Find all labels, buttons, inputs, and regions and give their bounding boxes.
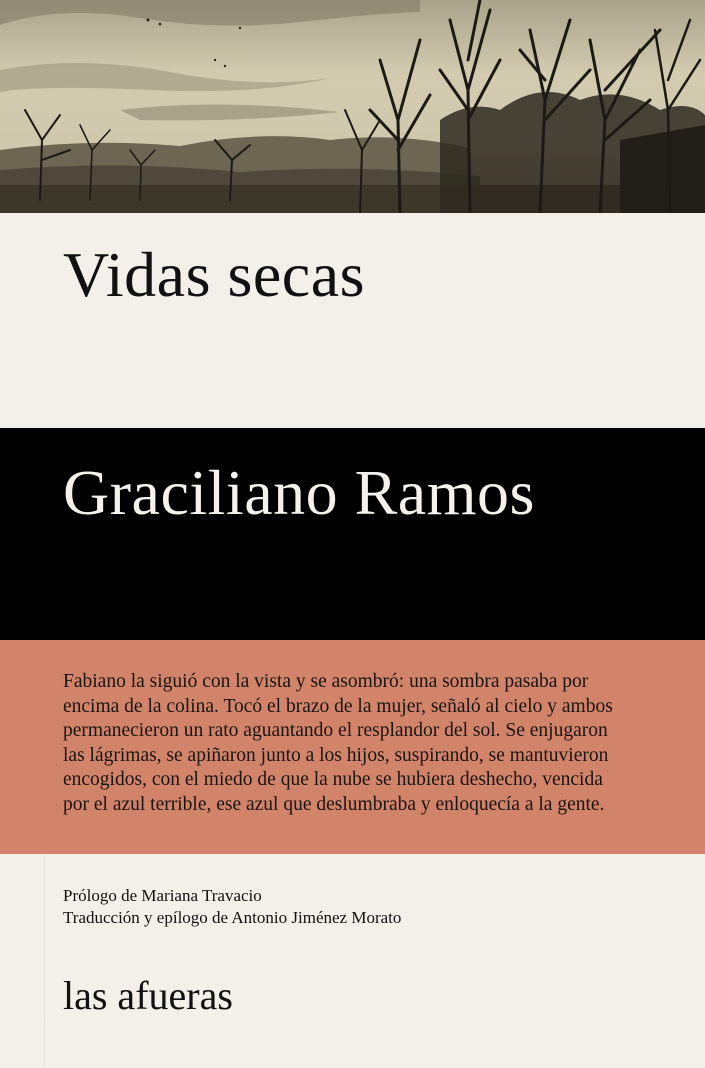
blurb-line: permanecieron un rato aguantando el resplandor del sol. Se enjugaron [63, 720, 608, 741]
blurb-line: encogidos, con el miedo de que la nube se hubiera deshecho, vencida [63, 769, 603, 790]
author-name: Graciliano Ramos [63, 457, 535, 528]
blurb-line: encima de la colina. Tocó el brazo de la mujer, señaló al cielo y ambos [63, 695, 613, 717]
publisher-name: las afueras [63, 973, 233, 1018]
book-title: Vidas secas [63, 239, 365, 310]
landscape-illustration [0, 0, 705, 213]
cover-illustration [0, 0, 705, 213]
blurb-line: por el azul terrible, ese azul que deslumbraba y enloquecía a la gente. [63, 793, 605, 815]
prologue-credit: Prólogo de Mariana Travacio [63, 886, 262, 905]
credits [63, 885, 401, 929]
blurb-line: Fabiano la siguió con la vista y se asombró: una sombra pasaba por [63, 671, 589, 692]
blurb-text [63, 670, 663, 817]
blurb-line: las lágrimas, se apiñaron junto a los hijos, suspirando, se mantuvieron [63, 744, 609, 766]
translation-credit: Traducción y epílogo de Antonio Jiménez Morato [63, 908, 402, 927]
